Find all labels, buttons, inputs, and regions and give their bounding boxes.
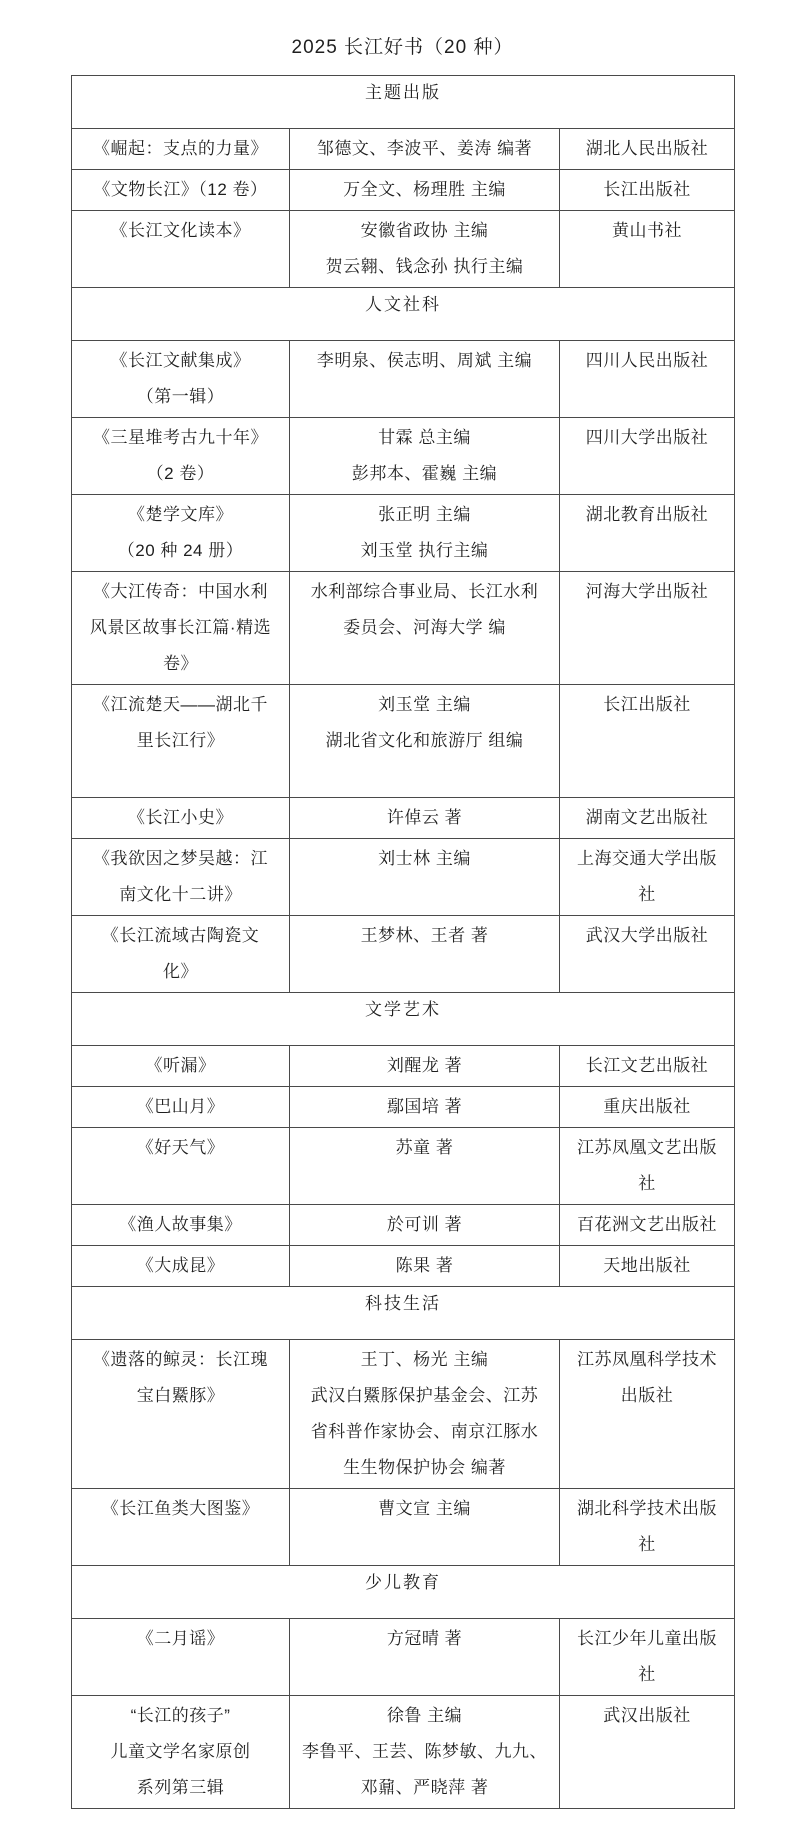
text-line: 武汉白鱀豚保护基金会、江苏 [310, 1386, 539, 1405]
text-line: 里长江行》 [136, 731, 225, 750]
text-line: 王丁、杨光 主编 [360, 1350, 489, 1369]
text-line: 化》 [163, 962, 198, 981]
text-line: 生生物保护协会 编著 [343, 1458, 506, 1477]
section-header: 少儿教育 [72, 1566, 735, 1619]
book-authors-cell [290, 1489, 560, 1566]
book-title-cell [72, 916, 290, 993]
book-title-cell [72, 211, 290, 288]
text-line: 《楚学文库》 [128, 505, 233, 524]
book-title-cell [72, 1696, 290, 1809]
book-authors-cell [290, 572, 560, 685]
text-line: 四川人民出版社 [585, 351, 709, 370]
book-publisher-cell [560, 1246, 735, 1287]
text-line: 《长江文献集成》 [110, 351, 251, 370]
book-title-cell [72, 495, 290, 572]
text-line: 《长江鱼类大图鉴》 [101, 1499, 260, 1518]
book-publisher-cell [560, 1205, 735, 1246]
text-line: 《文物长江》（12 卷） [93, 180, 268, 199]
text-line: 江苏凤凰科学技术 [577, 1350, 718, 1369]
section-header: 人文社科 [72, 288, 735, 341]
text-line: 《我欲因之梦吴越：江 [93, 849, 268, 868]
text-line: 水利部综合事业局、长江水利 [310, 582, 539, 601]
text-line: 南文化十二讲》 [119, 885, 242, 904]
book-authors-cell [290, 211, 560, 288]
text-line: 刘玉堂 主编 [378, 695, 471, 714]
text-line: 长江文艺出版社 [585, 1056, 709, 1075]
book-row [72, 1340, 735, 1489]
book-row [72, 341, 735, 418]
book-publisher-cell [560, 1087, 735, 1128]
book-publisher-cell [560, 572, 735, 685]
text-line: 《听漏》 [145, 1056, 216, 1075]
book-row [72, 1046, 735, 1087]
section-row [72, 1287, 735, 1340]
text-line: 社 [638, 885, 656, 904]
text-line: 刘醒龙 著 [386, 1056, 463, 1075]
book-row [72, 839, 735, 916]
book-title-cell [72, 1619, 290, 1696]
book-title-cell [72, 1046, 290, 1087]
book-authors-cell [290, 170, 560, 211]
text-line: 宝白鱀豚》 [136, 1386, 225, 1405]
text-line: 《遗落的鲸灵：长江瑰 [93, 1350, 268, 1369]
text-line: 社 [638, 1535, 656, 1554]
book-row [72, 170, 735, 211]
text-line: 黄山书社 [612, 221, 683, 240]
text-line: 邹德文、李波平、姜涛 编著 [316, 139, 533, 158]
book-row [72, 916, 735, 993]
text-line: 四川大学出版社 [585, 428, 709, 447]
book-title-cell [72, 1087, 290, 1128]
section-header: 科技生活 [72, 1287, 735, 1340]
text-line: 上海交通大学出版 [577, 849, 718, 868]
text-line: 安徽省政协 主编 [360, 221, 489, 240]
book-row [72, 495, 735, 572]
text-line: 《长江小史》 [128, 808, 233, 827]
book-authors-cell [290, 916, 560, 993]
text-line: 鄢国培 著 [386, 1097, 463, 1116]
book-row [72, 685, 735, 798]
text-line: 《长江文化读本》 [110, 221, 251, 240]
book-row [72, 1489, 735, 1566]
text-line: 社 [638, 1174, 656, 1193]
text-line: 《渔人故事集》 [119, 1215, 242, 1234]
text-line: 《江流楚天——湖北千 [93, 695, 268, 714]
book-row [72, 211, 735, 288]
section-row [72, 993, 735, 1046]
book-title-cell [72, 418, 290, 495]
book-publisher-cell [560, 129, 735, 170]
text-line: 《好天气》 [136, 1138, 225, 1157]
text-line: 《大江传奇：中国水利 [93, 582, 268, 601]
text-line: 张正明 主编 [378, 505, 471, 524]
book-authors-cell [290, 495, 560, 572]
text-line: 李明泉、侯志明、周斌 主编 [316, 351, 533, 370]
book-authors-cell [290, 798, 560, 839]
book-authors-cell [290, 1205, 560, 1246]
book-publisher-cell [560, 495, 735, 572]
text-line: 陈果 著 [395, 1256, 454, 1275]
text-line: 《崛起：支点的力量》 [93, 139, 268, 158]
book-authors-cell [290, 839, 560, 916]
text-line: 重庆出版社 [603, 1097, 691, 1116]
book-row [72, 798, 735, 839]
book-publisher-cell [560, 839, 735, 916]
book-authors-cell [290, 1340, 560, 1489]
section-row [72, 1566, 735, 1619]
book-row [72, 1619, 735, 1696]
text-line: 委员会、河海大学 编 [343, 618, 506, 637]
book-authors-cell [290, 341, 560, 418]
book-publisher-cell [560, 916, 735, 993]
book-title-cell [72, 1205, 290, 1246]
text-line: 长江少年儿童出版 [577, 1629, 718, 1648]
text-line: 《大成昆》 [136, 1256, 225, 1275]
book-row [72, 1128, 735, 1205]
book-publisher-cell [560, 1619, 735, 1696]
book-publisher-cell [560, 1046, 735, 1087]
text-line: （20 种 24 册） [117, 541, 244, 560]
book-title-cell [72, 1340, 290, 1489]
book-row [72, 418, 735, 495]
text-line: 长江出版社 [603, 180, 691, 199]
book-row [72, 129, 735, 170]
text-line: 万全文、杨理胜 主编 [343, 180, 506, 199]
book-list-table [71, 75, 735, 1809]
book-title-cell [72, 572, 290, 685]
text-line: 天地出版社 [603, 1256, 691, 1275]
book-row [72, 1246, 735, 1287]
text-line: 社 [638, 1665, 656, 1684]
text-line: 方冠晴 著 [386, 1629, 463, 1648]
text-line: 於可训 著 [386, 1215, 463, 1234]
text-line: 徐鲁 主编 [386, 1706, 463, 1725]
text-line: 苏童 著 [395, 1138, 454, 1157]
text-line: 《巴山月》 [136, 1097, 225, 1116]
book-title-cell [72, 1128, 290, 1205]
text-line: 许倬云 著 [386, 808, 463, 827]
book-title-cell [72, 685, 290, 798]
book-authors-cell [290, 129, 560, 170]
book-title-cell [72, 798, 290, 839]
book-authors-cell [290, 1128, 560, 1205]
book-authors-cell [290, 1087, 560, 1128]
book-publisher-cell [560, 1128, 735, 1205]
book-publisher-cell [560, 211, 735, 288]
section-header: 文学艺术 [72, 993, 735, 1046]
book-row [72, 1205, 735, 1246]
text-line: 《三星堆考古九十年》 [93, 428, 268, 447]
section-header: 主题出版 [72, 76, 735, 129]
text-line: 省科普作家协会、南京江豚水 [310, 1422, 539, 1441]
text-line: 武汉出版社 [603, 1706, 691, 1725]
book-authors-cell [290, 1696, 560, 1809]
book-publisher-cell [560, 418, 735, 495]
text-line: 儿童文学名家原创 [110, 1742, 251, 1761]
text-line: 王梦林、王者 著 [360, 926, 489, 945]
text-line: 甘霖 总主编 [378, 428, 471, 447]
text-line: 湖北人民出版社 [585, 139, 709, 158]
book-title-cell [72, 341, 290, 418]
text-line: 湖北科学技术出版 [577, 1499, 718, 1518]
text-line: 湖北省文化和旅游厅 组编 [325, 731, 524, 750]
text-line: 彭邦本、霍巍 主编 [351, 464, 498, 483]
text-line: 《二月谣》 [136, 1629, 225, 1648]
text-line: 邓鼐、严晓萍 著 [360, 1778, 489, 1797]
text-line: 曹文宣 主编 [378, 1499, 471, 1518]
book-publisher-cell [560, 685, 735, 798]
book-publisher-cell [560, 798, 735, 839]
text-line: 李鲁平、王芸、陈梦敏、九九、 [302, 1742, 547, 1761]
book-publisher-cell [560, 1340, 735, 1489]
text-line: 百花洲文艺出版社 [577, 1215, 718, 1234]
book-row [72, 1087, 735, 1128]
book-authors-cell [290, 685, 560, 798]
text-line: 湖南文艺出版社 [585, 808, 709, 827]
text-line: 系列第三辑 [136, 1778, 225, 1797]
book-title-cell [72, 839, 290, 916]
text-line: （第一辑） [136, 387, 225, 406]
book-title-cell [72, 170, 290, 211]
text-line [296, 759, 553, 795]
text-line: 风景区故事长江篇·精选 [89, 618, 272, 637]
text-line: 贺云翱、钱念孙 执行主编 [325, 257, 524, 276]
text-line: 河海大学出版社 [585, 582, 709, 601]
book-authors-cell [290, 418, 560, 495]
text-line: 湖北教育出版社 [585, 505, 709, 524]
book-authors-cell [290, 1046, 560, 1087]
text-line: 卷》 [163, 654, 198, 673]
book-title-cell [72, 129, 290, 170]
book-title-cell [72, 1246, 290, 1287]
book-row [72, 572, 735, 685]
book-row [72, 1696, 735, 1809]
book-publisher-cell [560, 1696, 735, 1809]
text-line: “长江的孩子” [130, 1706, 231, 1725]
text-line: 长江出版社 [603, 695, 691, 714]
book-authors-cell [290, 1619, 560, 1696]
page-title: 2025 长江好书（20 种） [291, 37, 514, 58]
text-line: 《长江流域古陶瓷文 [101, 926, 260, 945]
section-row [72, 76, 735, 129]
text-line: 刘玉堂 执行主编 [360, 541, 489, 560]
book-publisher-cell [560, 1489, 735, 1566]
text-line: 武汉大学出版社 [585, 926, 709, 945]
book-publisher-cell [560, 170, 735, 211]
text-line: （2 卷） [146, 464, 215, 483]
text-line: 出版社 [620, 1386, 674, 1405]
section-row [72, 288, 735, 341]
book-authors-cell [290, 1246, 560, 1287]
text-line: 刘士林 主编 [378, 849, 471, 868]
text-line: 江苏凤凰文艺出版 [577, 1138, 718, 1157]
book-publisher-cell [560, 341, 735, 418]
book-table-body [72, 76, 735, 1809]
book-title-cell [72, 1489, 290, 1566]
